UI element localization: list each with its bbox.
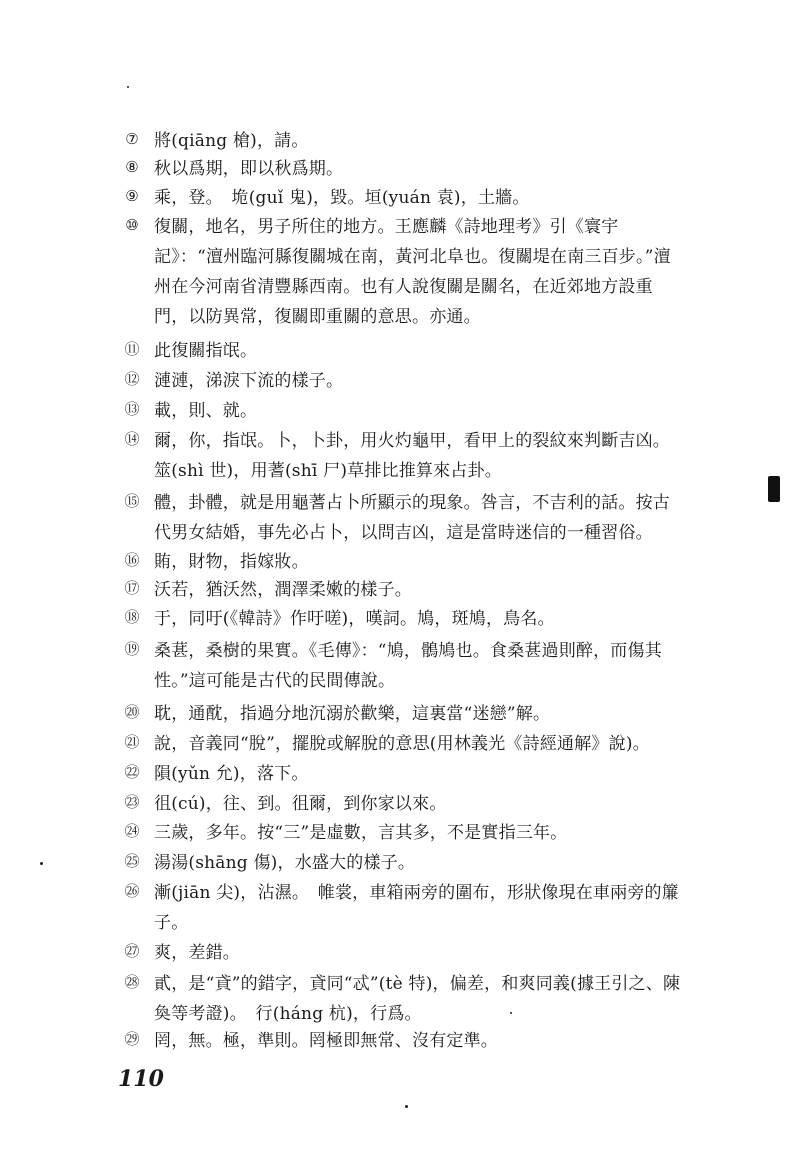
footnote-number: ㉘ <box>124 973 140 991</box>
footnote-number: ⑰ <box>124 579 140 597</box>
scan-speck <box>510 1012 512 1014</box>
footnote-text: 隕(yǔn 允)，落下。 <box>154 764 309 784</box>
footnote-text: 三歲，多年。按“三”是虛數，言其多，不是實指三年。 <box>154 823 568 843</box>
footnote-text: 桑葚，桑樹的果實。《毛傳》：“鳩，鶻鳩也。食桑葚過則醉，而傷其性。”這可能是古代的民間傳說。 <box>154 641 662 691</box>
footnote-text: 爾，你，指氓。卜，卜卦，用火灼龜甲，看甲上的裂紋來判斷吉凶。筮(shì 世)，用蓍(shī 尸)草排比推算來占卦。 <box>154 431 670 481</box>
footnote-text: 罔，無。極，準則。罔極即無常、沒有定準。 <box>154 1031 498 1051</box>
footnote-number: ㉑ <box>124 733 140 751</box>
footnote-text: 耽，通酖，指過分地沉溺於歡樂，這裏當“迷戀”解。 <box>154 704 551 724</box>
footnote-text: 乘，登。 垝(guǐ 鬼)，毀。垣(yuán 袁)，土牆。 <box>154 188 530 208</box>
footnote-number: ⑫ <box>124 370 140 388</box>
footnote-text: 載，則、就。 <box>154 401 258 421</box>
footnote-number: ⑱ <box>124 608 140 626</box>
footnote-number: ⑦ <box>125 130 139 148</box>
footnote-text: 貳，是“貣”的錯字，貣同“忒”(tè 特)，偏差，和爽同義(據王引之、陳奐等考證)。 行(háng 杭)，行爲。 <box>154 974 681 1024</box>
footnote-number: ⑲ <box>124 640 140 658</box>
footnote-number: ㉗ <box>124 942 140 960</box>
footnote-text: 漸(jiān 尖)，沾濕。 帷裳，車箱兩旁的圍布，形狀像現在車兩旁的簾子。 <box>154 883 679 933</box>
footnote-number: ⑨ <box>125 187 139 205</box>
footnote-text: 爽，差錯。 <box>154 943 240 963</box>
footnote-number: ㉓ <box>124 793 140 811</box>
footnote-number: ⑭ <box>124 430 140 448</box>
scan-speck <box>405 1105 408 1108</box>
scan-speck <box>127 86 129 88</box>
footnote-number: ㉕ <box>124 852 140 870</box>
footnote-text: 賄，財物，指嫁妝。 <box>154 552 309 572</box>
footnote-text: 徂(cú)，往、到。徂爾，到你家以來。 <box>154 794 447 814</box>
footnote-text: 湯湯(shāng 傷)，水盛大的樣子。 <box>154 853 416 873</box>
footnote-text: 漣漣，涕淚下流的樣子。 <box>154 371 344 391</box>
footnote-text: 于，同吁(《韓詩》作吁嗟)，嘆詞。鳩，斑鳩，鳥名。 <box>154 609 555 629</box>
footnote-text: 體，卦體，就是用龜蓍占卜所顯示的現象。咎言，不吉利的話。按古代男女結婚，事先必占卜，以問吉凶，這是當時迷信的一種習俗。 <box>154 493 670 543</box>
footnote-number: ㉔ <box>124 822 140 840</box>
footnote-number: ⑳ <box>124 703 140 721</box>
footnote-number: ⑮ <box>124 492 140 510</box>
page-number: 110 <box>118 1066 164 1092</box>
footnote-number: ⑪ <box>124 340 140 358</box>
footnote-text: 秋以爲期，即以秋爲期。 <box>154 159 344 179</box>
footnote-number: ㉒ <box>124 763 140 781</box>
footnote-number: ⑩ <box>125 216 139 234</box>
scan-speck <box>40 862 43 865</box>
footnote-text: 此復關指氓。 <box>154 341 258 361</box>
footnote-number: ㉖ <box>124 882 140 900</box>
footnote-number: ⑧ <box>125 158 139 176</box>
footnote-text: 說，音義同“脫”，擺脫或解脫的意思(用林義光《詩經通解》說)。 <box>154 734 650 754</box>
footnote-text: 沃若，猶沃然，潤澤柔嫩的樣子。 <box>154 580 412 600</box>
footnote-number: ㉙ <box>124 1030 140 1048</box>
footnote-text: 將(qiāng 槍)，請。 <box>154 131 309 151</box>
scan-edge-mark <box>768 476 780 502</box>
footnote-number: ⑯ <box>124 551 140 569</box>
footnote-text: 復關，地名，男子所住的地方。王應麟《詩地理考》引《寰宇記》：“澶州臨河縣復關城在南，黃河北阜也。復關堤在南三百步。”澶州在今河南省清豐縣西南。也有人說復關是關名，在近郊地方設重門，以防異常，復關即重關的意思。亦通。 <box>154 217 671 327</box>
footnote-number: ⑬ <box>124 400 140 418</box>
